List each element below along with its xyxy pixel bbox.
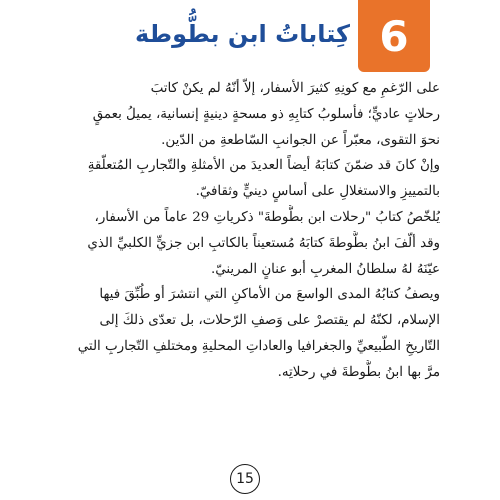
chapter-title: كِتاباتُ ابن بطُّوطة [134,20,350,48]
paragraph-3-line-3: عيّنَهُ لهُ سلطانُ المغربِ أبو عنانٍ المرينيّ. [210,261,440,277]
paragraph-4-line-3: التّاريخِ الطّبيعيِّ والجغرافيا والعاداتِ المحليةِ ومختلفِ التّجاربِ التي [77,338,440,354]
paragraph-1-line-2: رحلاتٍ عاديٍّ؛ فأسلوبُ كتابِهِ ذو مسحةٍ دينيةٍ إنسانية، يميلُ بعمقٍ [92,106,440,122]
chapter-number: 6 [379,11,409,61]
paragraph-2-line-1: وإنْ كانَ قد ضمّنَ كتابَهُ أيضاً العديدَ من الأمثلةِ والتّجاربِ المُتعلّقةِ [87,158,440,174]
paragraph-3-line-2: وقد ألّفَ ابنُ بطُّوطةَ كتابَهُ مُستعيناً بالكاتبِ ابن جزيٍّ الكلبيِّ الذي [87,235,440,251]
paragraph-4-line-4: مرَّ بها ابنُ بطُّوطةَ في رحلاتِه. [277,364,440,380]
page-number-text: 15 [236,471,254,487]
paragraph-3-line-1: يُلخّصُ كتابُ "رحلات ابن بطُّوطةَ" ذكرياتِ 29 عاماً من الأسفار، [94,209,440,225]
paragraph-1-line-1: على الرّغمِ مع كونِهِ كثيرَ الأسفار، إلاّ أنّهُ لم يكنْ كاتبَ [150,81,440,96]
paragraph-4-line-1: ويصفُ كتابُهُ المدى الواسعَ من الأماكنِ التي انتشرَ أو طُبِّقَ فيها [99,287,440,303]
page-number [230,464,260,494]
chapter-number-badge [358,0,430,72]
body-text [70,76,440,386]
paragraph-1-line-3: نحوَ التقوى، معبّراً عن الجوانبِ السّاطعةِ من الدّين. [161,132,440,148]
paragraph-2-line-2: بالتمييزِ والاستغلالِ على أساسٍ دينيٍّ وثقافيّ. [195,184,440,200]
paragraph-4-line-2: الإسلام، لكنّهُ لم يقتصرْ على وَصفِ الرّحلات، بل تعدّى ذلكَ إلى [99,313,440,329]
